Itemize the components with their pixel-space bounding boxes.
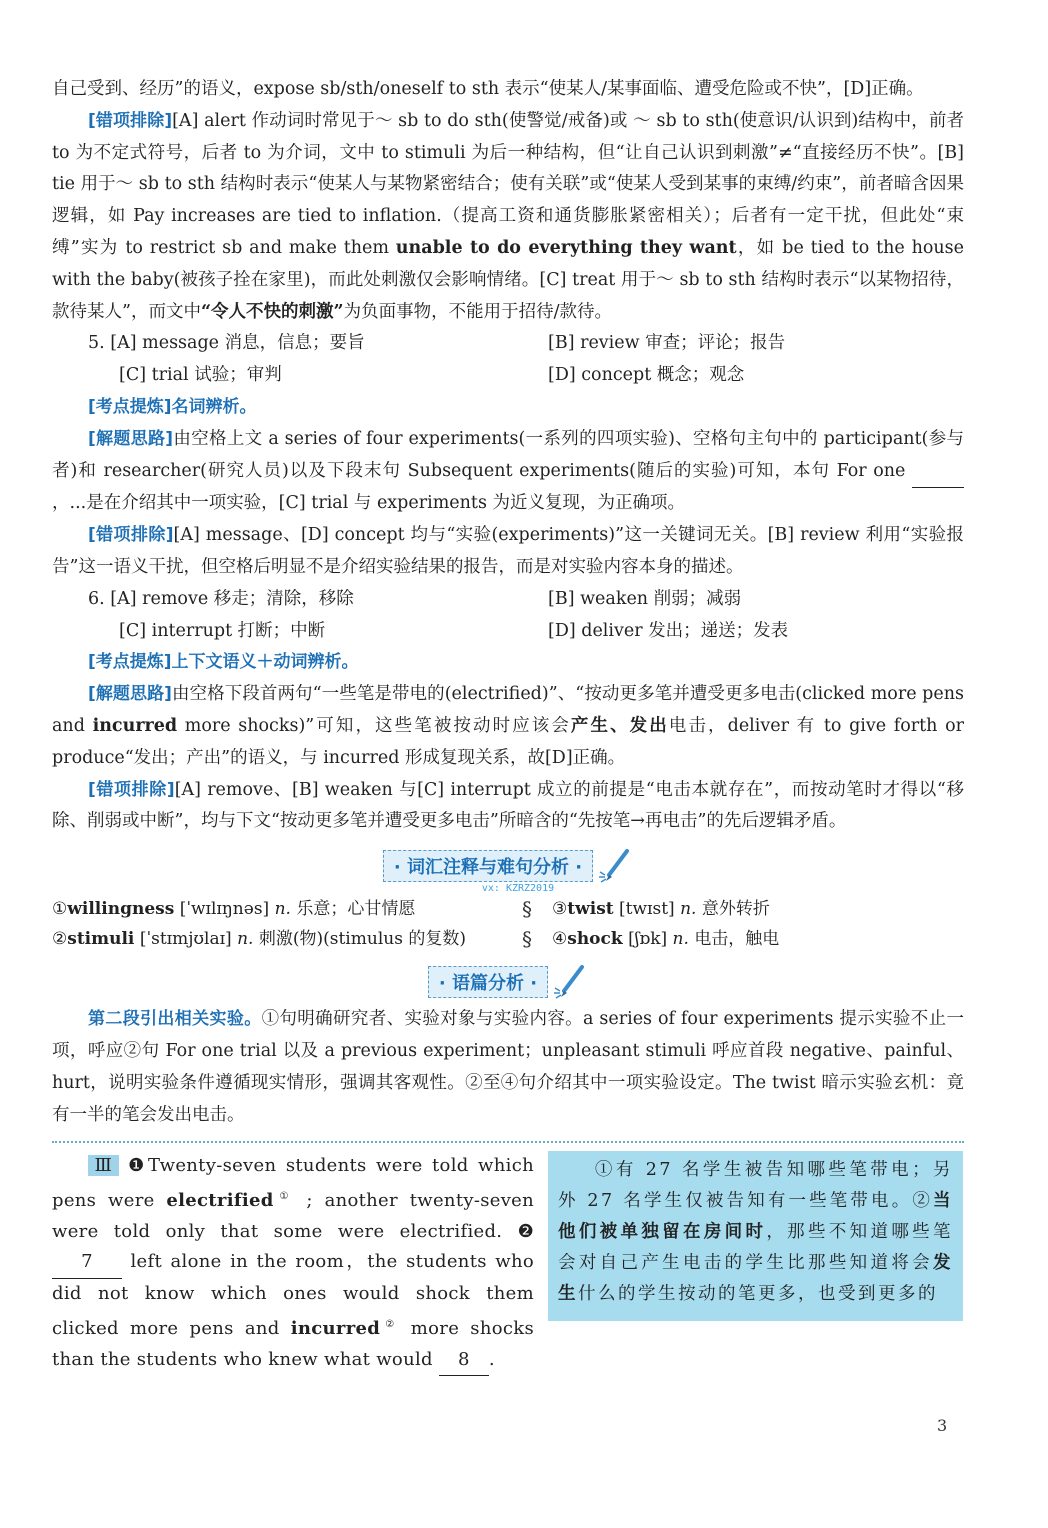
q6-reasoning-text-2: more shocks)”可知，这些笔被按动时应该会: [177, 715, 571, 736]
exclusion-tag: [错项排除]: [88, 110, 173, 131]
passage-text: ; another twenty-seven were told only that some were electrified.: [52, 1190, 535, 1242]
vocab-num: ③: [552, 899, 568, 920]
sentence-number: ❷: [517, 1220, 534, 1242]
point-tag: [考点提炼]: [88, 396, 172, 417]
point-tag: [考点提炼]: [88, 652, 172, 673]
blank-7[interactable]: 7: [52, 1247, 122, 1279]
q5-option-d: [D] concept 概念；观念: [548, 365, 745, 386]
discourse-section-title: · 语篇分析 ·: [428, 966, 548, 998]
q6-point-paragraph: [52, 647, 964, 679]
translation-bold: 发生: [558, 1253, 953, 1305]
passage-english: [52, 1151, 534, 1376]
vocab-word: stimuli: [67, 929, 135, 950]
exclusion-tag: [错项排除]: [88, 779, 175, 800]
vocab-item: [52, 924, 502, 954]
vocab-meaning: 乐意；心甘情愿: [296, 899, 416, 920]
section-marker: Ⅲ: [88, 1155, 119, 1176]
q6-reasoning-text: 由空格下段首两句“一些笔是带电的(electrified)”、“按动更多笔并遭受更多电击(clicked more pens and: [52, 684, 964, 736]
q6-option-d: [D] deliver 发出；递送；发表: [548, 620, 789, 641]
passage-block: [52, 1151, 964, 1376]
passage-text: Twenty-seven students were told which pens were: [52, 1155, 534, 1212]
q5-point-paragraph: [52, 392, 964, 424]
vocab-pos: n.: [274, 899, 291, 920]
reasoning-tag: [解题思路]: [88, 684, 172, 705]
translation-bold: 当他们被单独留在房间时: [558, 1191, 953, 1243]
sentence-number: ❶: [128, 1155, 148, 1177]
translation-text: ①有 27 名学生被告知哪些笔带电；另外 27 名学生仅被告知有一些笔带电。②: [558, 1160, 953, 1212]
translation-text: ，那些不知道哪些笔会对自己产生电击的学生比那些知道将会: [558, 1222, 954, 1274]
q6-option-c: [C] interrupt 打断；中断: [119, 620, 326, 641]
q4-exclusion-bold-2: “令人不快的刺激”: [200, 301, 344, 322]
q4-exclusion-paragraph: [52, 106, 964, 329]
q4-exclusion-bold: unable to do everything they want: [395, 237, 737, 258]
passage-text: left alone in the room，the students who did not know which ones would shock them clicked more pens and: [52, 1251, 534, 1339]
q4-exclusion-text: [A] alert 作动词时常见于～ sb to do sth(使警觉/戒备)或 ～ sb to sth(使意识/认识到)结构中，前者 to 为不定式符号，后者 to 为介词，文中 to stimuli 为后一种结构，但“让自己认识到刺激”≠“直接经历不快”。[B] tie 用于～ sb to sth 结构时表示“使某人与某物紧密结合；使有关联”或“使某人受到某事的束缚/约束”，前者暗含因果逻辑，如 Pay increases are tied to inflation.（提高工资和通货膨胀紧密相关）；后者有一定干扰，但此处“束缚”实为 to restrict sb and make them: [52, 110, 964, 258]
discourse-text: ①句明确研究者、实验对象与实验内容。a series of four experiments 提示实验不止一项，呼应②句 For one trial 以及 a previous experiment；unpleasant stimuli 呼应首段 negative、painful、hurt，说明实验条件遵循现实情形，强调其客观性。②至④句介绍其中一项实验设定。The twist 暗示实验玄机：竟有一半的笔会发出电击。: [52, 1009, 965, 1125]
q5-option-a: 5. [A] message 消息，信息；要旨: [88, 333, 365, 354]
vocab-highlight: incurred: [290, 1317, 381, 1339]
q4-conclusion-text: 自己受到、经历”的语义，expose sb/sth/oneself to sth 表示“使某人/某事面临、遭受危险或不快”，[D]正确。: [52, 79, 924, 99]
watermark: vx: KZRZ2019: [481, 883, 555, 895]
vocab-phonetic: [ˈstɪmjʊlaɪ]: [139, 929, 232, 950]
q6-exclusion-text: [A] remove、[B] weaken 与[C] interrupt 成立的前提是“电击本就存在”，而按动笔时才得以“移除、削弱或中断”，均与下文“按动更多笔并遭受更多电击”所暗含的“先按笔→再电击”的先后逻辑矛盾。: [52, 779, 964, 832]
q5-option-b: [B] review 审查；评论；报告: [548, 333, 786, 354]
q5-options: [52, 328, 964, 392]
vocab-meaning: 电击，触电: [694, 929, 780, 950]
vocab-section-header: [52, 848, 964, 884]
vocab-pos: n.: [237, 929, 254, 950]
footnote-marker: ①: [273, 1191, 295, 1203]
q6-exclusion-paragraph: [52, 775, 964, 839]
discourse-paragraph: [52, 1004, 964, 1131]
vocab-word: twist: [567, 899, 614, 920]
q6-reasoning-paragraph: [52, 679, 964, 774]
exclusion-tag: [错项排除]: [88, 525, 174, 546]
passage-text: .: [488, 1348, 495, 1370]
q5-reasoning-paragraph: [52, 424, 964, 520]
page-number: 3: [937, 1416, 948, 1435]
translation-text: 什么的学生按动的笔更多，也受到更多的: [578, 1284, 938, 1305]
q6-reasoning-bold-2: 产生、发出: [570, 715, 669, 736]
document-page: [52, 74, 964, 1376]
blank-8[interactable]: 8: [439, 1345, 489, 1377]
vocab-meaning: 意外转折: [701, 899, 770, 920]
vocab-phonetic: [twɪst]: [619, 899, 675, 920]
vocab-pos: n.: [680, 899, 697, 920]
vocab-item: [552, 894, 964, 924]
vocab-num: ①: [52, 899, 68, 920]
answer-blank: [912, 456, 964, 489]
q6-point-text: 上下文语义＋动词辨析。: [171, 652, 359, 673]
vocab-list: [52, 894, 964, 954]
vocab-num: ④: [552, 929, 568, 950]
q5-exclusion-text: [A] message、[D] concept 均与“实验(experiments)”这一关键词无关。[B] review 利用“实验报告”这一语义干扰，但空格后明显不是介绍实验结果的报告，而是对实验内容本身的描述。: [52, 525, 964, 577]
q6-reasoning-text-3: 电击，deliver 有 to give forth or produce“发出；产出”的语义，与 incurred 形成复现关系，故[D]正确。: [52, 715, 964, 768]
vocab-word: shock: [567, 929, 623, 950]
q5-reasoning-text-2: ，...是在介绍其中一项实验，[C] trial 与 experiments 为近义复现，为正确项。: [52, 493, 685, 514]
q5-point-text: 名词辨析。: [171, 396, 257, 417]
passage-text: more shocks than the students who knew what would: [52, 1317, 534, 1370]
vocab-separator: § §: [522, 897, 532, 952]
vocab-pos: n.: [672, 929, 689, 950]
q6-option-a: 6. [A] remove 移走；清除，移除: [88, 588, 354, 609]
pen-icon: [597, 848, 633, 884]
pen-icon: [552, 964, 588, 1000]
vocab-item: [552, 924, 964, 954]
reasoning-tag: [解题思路]: [88, 428, 174, 449]
q5-option-c: [C] trial 试验；审判: [119, 365, 282, 386]
q6-reasoning-bold: incurred: [92, 715, 178, 736]
q5-reasoning-text: 由空格上文 a series of four experiments(一系列的四项实验)、空格句主句中的 participant(参与者)和 researcher(研究人员)以及下段末句 Subsequent experiments(随后的实验)可知，本句 For one: [52, 428, 964, 481]
vocab-num: ②: [52, 929, 68, 950]
passage-translation: [548, 1151, 963, 1321]
vocab-meaning: 刺激(物)(stimulus 的复数): [258, 929, 466, 950]
q4-exclusion-text-2: ，如 be tied to the house with the baby(被孩子拴在家里)，而此处刺激仅会影响情绪。[C] treat 用于～ sb to sth 结构时表示“以某物招待，款待某人”，而文中: [52, 237, 964, 322]
vocab-highlight: electrified: [166, 1190, 274, 1212]
vocab-section-title: · 词汇注释与难句分析 ·: [383, 850, 593, 882]
vocab-word: willingness: [67, 899, 175, 920]
discourse-section-header: [52, 964, 964, 1000]
vocab-phonetic: [ʃɒk]: [628, 929, 668, 950]
discourse-lead: 第二段引出相关实验。: [88, 1009, 262, 1030]
footnote-marker: ②: [380, 1318, 400, 1330]
vocab-phonetic: [ˈwɪlɪŋnəs]: [179, 899, 270, 920]
section-divider: [52, 1141, 964, 1143]
q5-exclusion-paragraph: [52, 520, 964, 584]
q6-option-b: [B] weaken 削弱；减弱: [548, 588, 742, 609]
q4-tail-line: [52, 74, 964, 106]
q6-options: [52, 584, 964, 648]
q4-exclusion-text-3: 为负面事物，不能用于招待/款待。: [343, 301, 612, 322]
vocab-item: [52, 894, 502, 924]
